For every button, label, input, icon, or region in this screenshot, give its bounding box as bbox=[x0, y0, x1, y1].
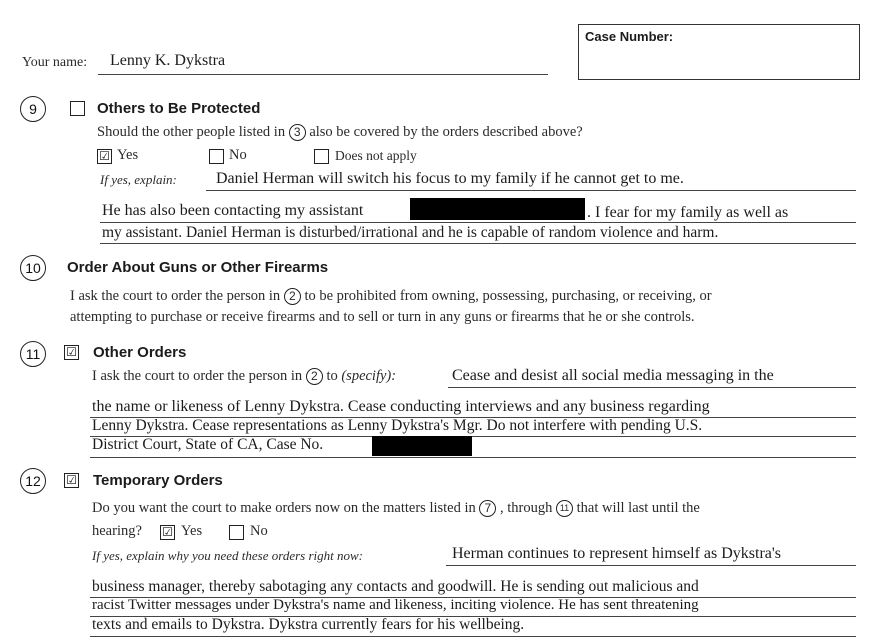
section-10-title: Order About Guns or Other Firearms bbox=[67, 259, 329, 276]
your-name-value[interactable]: Lenny K. Dykstra bbox=[110, 52, 226, 69]
section-number-11: 11 bbox=[20, 341, 46, 367]
s11-specify-label: (specify): bbox=[341, 368, 397, 384]
s12-explain-label: If yes, explain why you need these orders right now: bbox=[92, 548, 364, 563]
s9-dna-label: Does not apply bbox=[335, 148, 417, 163]
s12-question-pre: Do you want the court to make orders now on the matters listed in bbox=[92, 500, 476, 516]
s10-line1 bbox=[70, 288, 712, 305]
s12-explain-line1[interactable]: Herman continues to represent himself as Dykstra's bbox=[452, 545, 782, 562]
your-name-underline bbox=[98, 74, 548, 75]
s12-line1-underline bbox=[446, 565, 856, 566]
s12-yes-label: Yes bbox=[181, 523, 203, 539]
section-number-12: 12 bbox=[20, 468, 46, 494]
s12-explain-line3[interactable]: racist Twitter messages under Dykstra's name and likeness, inciting violence. He has sent threatening bbox=[92, 597, 699, 613]
section-number-9: 9 bbox=[20, 96, 46, 122]
section-11-title: Other Orders bbox=[93, 344, 187, 361]
s9-question bbox=[97, 124, 583, 141]
ref-item-7: 7 bbox=[479, 500, 496, 517]
s10-line1-post: to be prohibited from owning, possessing, purchasing, or receiving, or bbox=[304, 288, 712, 304]
s11-line1 bbox=[92, 368, 396, 385]
ref-item-11: 11 bbox=[556, 500, 573, 517]
your-name-label: Your name: bbox=[22, 55, 88, 70]
section-number-10: 10 bbox=[20, 255, 46, 281]
s9-no-label: No bbox=[229, 147, 247, 163]
s9-line3-underline bbox=[100, 243, 856, 244]
s11-line1-pre: I ask the court to order the person in bbox=[92, 368, 303, 384]
section-12-title: Temporary Orders bbox=[93, 472, 223, 489]
s9-line1-underline bbox=[206, 190, 856, 191]
s11-line3[interactable]: Lenny Dykstra. Cease representations as Lenny Dykstra's Mgr. Do not interfere with pending U.S. bbox=[92, 417, 703, 434]
ref-item-3: 3 bbox=[289, 124, 306, 141]
s12-explain-line4[interactable]: texts and emails to Dykstra. Dykstra currently fears for his wellbeing. bbox=[92, 616, 525, 633]
s9-no-checkbox[interactable] bbox=[209, 149, 224, 164]
s11-line4-underline bbox=[90, 457, 856, 458]
s12-question-mid: , through bbox=[500, 500, 553, 516]
s11-line1-underline bbox=[448, 387, 856, 388]
s9-explain-line3[interactable]: my assistant. Daniel Herman is disturbed/irrational and he is capable of random violence and harm. bbox=[102, 224, 719, 241]
s12-no-label: No bbox=[250, 523, 268, 539]
others-protected-checkbox[interactable] bbox=[70, 101, 85, 116]
temporary-orders-checkbox[interactable]: ☑ bbox=[64, 473, 79, 488]
redaction-bar bbox=[410, 198, 585, 220]
s11-line1-mid: to bbox=[326, 368, 338, 384]
s9-question-pre: Should the other people listed in bbox=[97, 124, 286, 140]
s9-dna-checkbox[interactable] bbox=[314, 149, 329, 164]
s12-line4-underline bbox=[90, 636, 856, 637]
section-9-title: Others to Be Protected bbox=[97, 100, 261, 117]
redaction-bar bbox=[372, 436, 472, 456]
s12-yes-checkbox[interactable]: ☑ bbox=[160, 525, 175, 540]
s10-line1-pre: I ask the court to order the person in bbox=[70, 288, 281, 304]
s9-explain-line1[interactable]: Daniel Herman will switch his focus to my family if he cannot get to me. bbox=[216, 170, 684, 187]
s11-line2[interactable]: the name or likeness of Lenny Dykstra. Cease conducting interviews and any business regarding bbox=[92, 398, 710, 415]
s9-explain-line2a[interactable]: He has also been contacting my assistant bbox=[102, 202, 364, 219]
s9-yes-checkbox[interactable]: ☑ bbox=[97, 149, 112, 164]
s11-line4[interactable]: District Court, State of CA, Case No. bbox=[92, 436, 324, 453]
s9-explain-label: If yes, explain: bbox=[100, 172, 177, 187]
s9-question-post: also be covered by the orders described above? bbox=[309, 124, 583, 140]
s12-no-checkbox[interactable] bbox=[229, 525, 244, 540]
case-number-box[interactable] bbox=[578, 24, 860, 80]
s11-hand-line1[interactable]: Cease and desist all social media messaging in the bbox=[452, 367, 774, 384]
s12-question-post: that will last until the bbox=[576, 500, 700, 516]
s10-line2: attempting to purchase or receive firearms and to sell or turn in any guns or firearms that he or she controls. bbox=[70, 309, 695, 325]
other-orders-checkbox[interactable]: ☑ bbox=[64, 345, 79, 360]
case-number-label: Case Number: bbox=[585, 29, 674, 44]
ref-item-2: 2 bbox=[306, 368, 323, 385]
s9-line2-underline bbox=[100, 222, 856, 223]
s12-question-line2: hearing? bbox=[92, 523, 142, 539]
s9-yes-label: Yes bbox=[117, 147, 139, 163]
ref-item-2: 2 bbox=[284, 288, 301, 305]
s12-question bbox=[92, 500, 700, 517]
s12-explain-line2[interactable]: business manager, thereby sabotaging any contacts and goodwill. He is sending out malicious and bbox=[92, 578, 699, 595]
s9-explain-line2b[interactable]: . I fear for my family as well as bbox=[587, 204, 789, 221]
